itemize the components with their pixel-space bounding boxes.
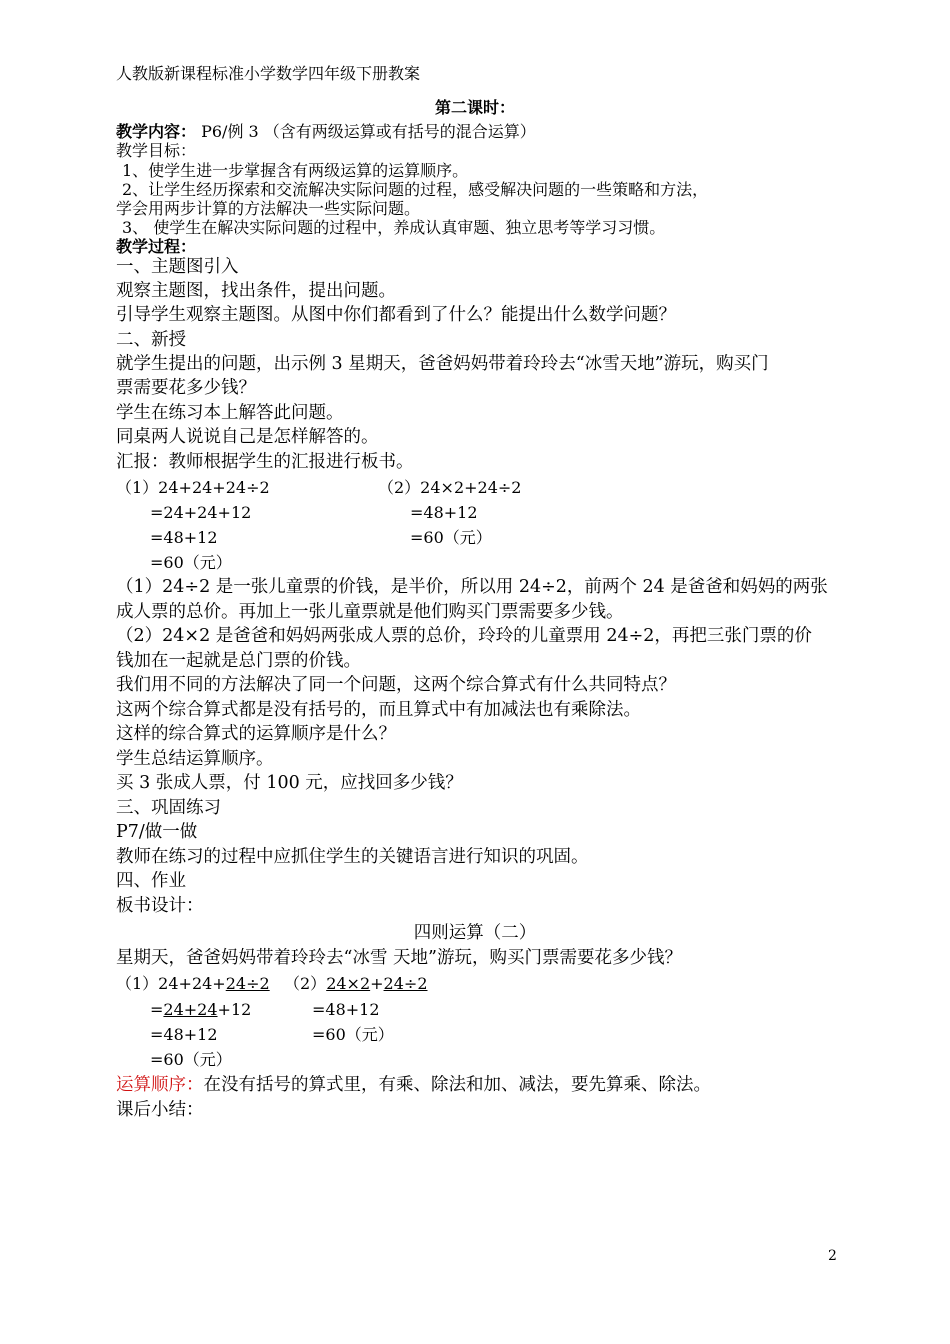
process-line: 一、主题图引入 [116,257,239,277]
board-title: 四则运算（二） [413,923,537,943]
explain-line: 这样的综合算式的运算顺序是什么？ [116,724,396,744]
process-line: 观察主题图，找出条件，提出问题。 [116,281,396,301]
goal-2: 2、让学生经历探索和交流解决实际问题的过程，感受解决问题的一些策略和方法， [122,180,709,199]
board-calc1-prefix: （1）24+24+ [116,974,226,993]
page-number: 2 [828,1248,837,1264]
process-label: 教学过程： [116,237,197,256]
board-calc2-underlined-2: 24÷2 [383,974,428,993]
explain-line: 我们用不同的方法解决了同一个问题，这两个综合算式有什么共同特点？ [116,675,676,695]
content-label: 教学内容： [116,122,197,141]
goals-label: 教学目标： [116,141,197,160]
calc1-line2: =24+24+12 [150,503,252,522]
calc1-line3: =48+12 [150,528,218,547]
process-line: 汇报：教师根据学生的汇报进行板书。 [116,452,414,472]
explain-line: 四、作业 [116,871,186,891]
process-line: 二、新授 [116,330,186,350]
explain-line: 成人票的总价。再加上一张儿童票就是他们购买门票需要多少钱。 [116,602,624,622]
board-calc1-line2 [150,1000,251,1020]
process-line: 学生在练习本上解答此问题。 [116,403,344,423]
board-calc1-l2-rest: +12 [217,1000,252,1019]
goal-2-cont: 学会用两步计算的方法解决一些实际问题。 [116,199,421,218]
operation-order-line [116,1074,711,1096]
board-calc2-plus: + [370,974,384,993]
board-calc2-line1 [284,974,428,994]
operation-order-label: 运算顺序： [116,1075,204,1095]
board-calc1-underlined: 24÷2 [225,974,270,993]
explain-line: 这两个综合算式都是没有括号的，而且算式中有加减法也有乘除法。 [116,700,641,720]
explain-line: 板书设计： [116,896,204,916]
content-line [116,122,536,142]
process-line: 同桌两人说说自己是怎样解答的。 [116,427,379,447]
content-text: P6/例 3 （含有两级运算或有括号的混合运算） [201,122,536,141]
board-calc2-prefix: （2） [284,974,327,993]
process-line: 就学生提出的问题，出示例 3 星期天，爸爸妈妈带着玲玲去“冰雪天地”游玩，购买门 [116,354,769,374]
board-calc2-underlined-1: 24×2 [326,974,371,993]
board-calc2-line3: =60（元） [312,1025,394,1044]
lesson-summary: 课后小结： [116,1100,204,1120]
board-calc1-eq: = [150,1000,164,1019]
operation-order-text: 在没有括号的算式里，有乘、除法和加、减法，要先算乘、除法。 [203,1075,711,1095]
board-calc1-line1 [116,974,270,994]
board-question: 星期天，爸爸妈妈带着玲玲去“冰雪 天地”游玩，购买门票需要花多少钱？ [116,948,682,968]
calc2-line1: （2）24×2+24÷2 [378,478,522,497]
board-calc1-line4: =60（元） [150,1050,232,1069]
process-line: 引导学生观察主题图。从图中你们都看到了什么？能提出什么数学问题？ [116,305,676,325]
goal-1: 1、使学生进一步掌握含有两级运算的运算顺序。 [122,161,469,180]
explain-line: 买 3 张成人票，付 100 元，应找回多少钱？ [116,773,463,793]
lesson-title: 第二课时： [434,98,515,117]
board-calc2-line2: =48+12 [312,1000,380,1019]
explain-line: 教师在练习的过程中应抓住学生的关键语言进行知识的巩固。 [116,847,589,867]
board-calc1-line3: =48+12 [150,1025,218,1044]
page-header: 人教版新课程标准小学数学四年级下册教案 [116,64,421,83]
explain-line: P7/做一做 [116,822,198,842]
explain-line: （1）24÷2 是一张儿童票的价钱，是半价，所以用 24÷2，前两个 24 是爸爸和妈妈的两张 [116,577,828,597]
goal-3: 3、 使学生在解决实际问题的过程中，养成认真审题、独立思考等学习习惯。 [122,218,666,237]
explain-line: 学生总结运算顺序。 [116,749,274,769]
calc1-line1: （1）24+24+24÷2 [116,478,270,497]
calc2-line2: =48+12 [410,503,478,522]
calc1-line4: =60（元） [150,553,232,572]
board-calc1-l2-underlined: 24+24 [163,1000,218,1019]
process-line: 票需要花多少钱？ [116,378,256,398]
explain-line: （2）24×2 是爸爸和妈妈两张成人票的总价，玲玲的儿童票用 24÷2，再把三张门票的价 [116,626,812,646]
calc2-line3: =60（元） [410,528,492,547]
explain-line: 三、巩固练习 [116,798,221,818]
explain-line: 钱加在一起就是总门票的价钱。 [116,651,361,671]
